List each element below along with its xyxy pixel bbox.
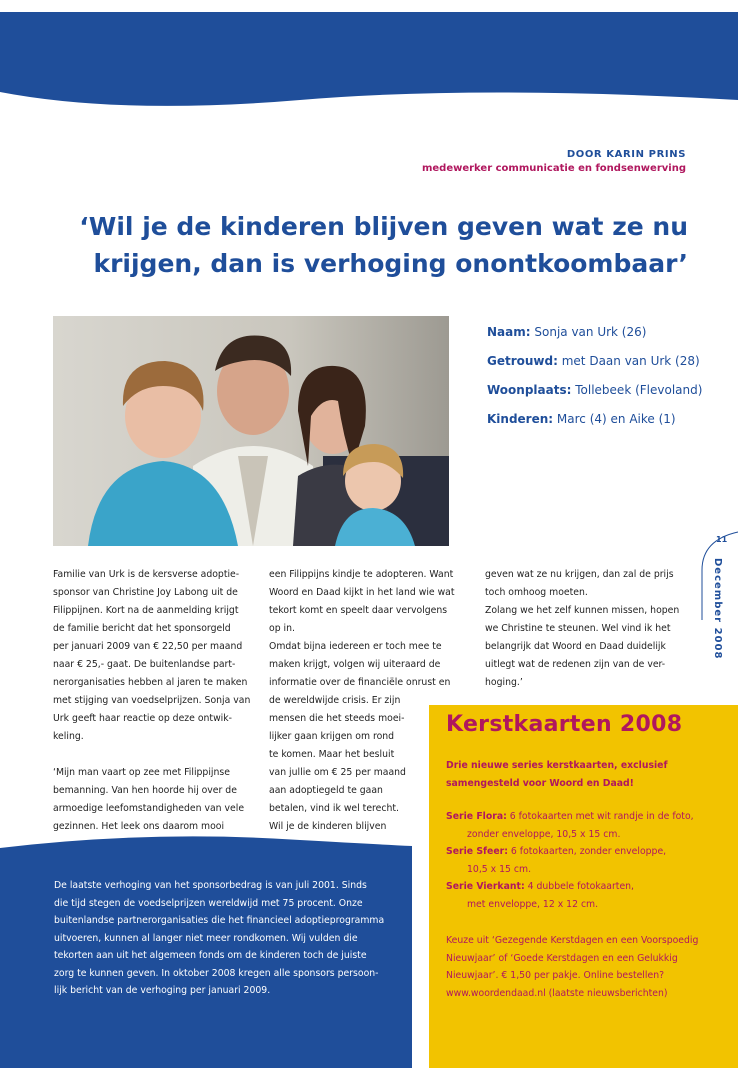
christmas-cards-intro: Drie nieuwe series kerstkaarten, exclusief samengesteld voor Woord en Daad!: [446, 760, 668, 789]
article-column-2: een Filippijns kindje te adopteren. Want Woord en Daad kijkt in het land wie wat tekort komt en speelt daar vervolgens op in. Omdat bijna iedereen er toch mee te maken krijgt, volgen wij uiteraard de informatie over de financiële onrust en de wereldwijde crisis. Er zijn mensen die het steeds moei- lijker gaan krijgen om rond te komen. Maar het besluit van jullie om € 25 per maand aan adoptiegeld te gaan betalen, vind ik wel terecht. Wil je de kinderen blijven: [269, 569, 455, 832]
author-role: medewerker communicatie en fondsenwerving: [421, 163, 686, 174]
byline: [422, 148, 686, 176]
fact-name: Naam: Sonja van Urk (26): [487, 325, 647, 339]
page-number: 11: [716, 535, 728, 544]
fact-children: Kinderen: Marc (4) en Aike (1): [487, 412, 676, 426]
fact-residence: Woonplaats: Tollebeek (Flevoland): [487, 383, 703, 397]
series-flora: Serie Flora: 6 fotokaarten met wit randje in de foto,: [446, 811, 694, 822]
headline-line-2: krijgen, dan is verhoging onontkoombaar’: [93, 249, 688, 278]
page-title: [28, 208, 688, 282]
order-link[interactable]: www.woordendaad.nl (laatste nieuwsberichten): [446, 987, 668, 999]
profile-facts: [487, 318, 702, 434]
author-name: DOOR KARIN PRINS: [566, 149, 686, 160]
series-sfeer: Serie Sfeer: 6 fotokaarten, zonder enveloppe,: [446, 846, 667, 857]
fact-married: Getrouwd: met Daan van Urk (28): [487, 354, 700, 368]
article-column-1: Familie van Urk is de kersverse adoptie- sponsor van Christine Joy Labong uit de Filippijnen. Kort na de aanmelding krijgt de familie bericht dat het sponsorgeld per januari 2009 van € 22,50 per maand naar € 25,- gaat. De buitenlandse part- nerorganisaties hebben al jaren te maken met stijging van voedselprijzen. Sonja van Urk geeft haar reactie op deze ontwik- keling. ‘Mijn man vaart op zee met Filippijnse bemanning. Van hen hoorde hij over de armoedige leefomstandigheden van vele gezinnen. Het leek ons daarom mooi: [53, 569, 251, 832]
header-band: [0, 0, 738, 130]
series-vierkant: Serie Vierkant: 4 dubbele fotokaarten,: [446, 881, 635, 892]
christmas-cards-order-info: Keuze uit ‘Gezegende Kerstdagen en een Voorspoedig Nieuwjaar’ of ‘Goede Kerstdagen en een Gelukkig Nieuwjaar’. € 1,50 per pakje. Online bestellen? www.woordendaad.nl (laatste nieuwsberichten): [446, 932, 731, 1002]
headline-line-1: ‘Wil je de kinderen blijven geven wat ze nu: [79, 212, 688, 241]
family-photo: [53, 316, 449, 546]
christmas-cards-title: Kerstkaarten 2008: [446, 712, 683, 737]
info-box-text: De laatste verhoging van het sponsorbedrag is van juli 2001. Sinds die tijd stegen de voedselprijzen wereldwijd met 75 procent. Onze buitenlandse partnerorganisaties die het financieel adoptieprogramma uitvoeren, kunnen al langer niet meer rondkomen. Wij vulden die tekorten aan uit het algemeen fonds om de kinderen toch de juiste zorg te kunnen geven. In oktober 2008 kregen alle sponsors persoon- lijk bericht van de verhoging per januari 2009.: [54, 880, 385, 996]
article-column-3: geven wat ze nu krijgen, dan zal de prijs toch omhoog moeten. Zolang we het zelf kunnen missen, hopen we Christine te steunen. Wel vind ik het belangrijk dat Woord en Daad duidelijk uitlegt wat de redenen zijn van de ver- hoging.’: [485, 569, 680, 688]
christmas-cards-series: Serie Flora: 6 fotokaarten met wit randje in de foto, zonder enveloppe, 10,5 x 15 cm. Serie Sfeer: 6 fotokaarten, zonder enveloppe, 10,5 x 15 cm. Serie Vierkant: 4 dubbele fotokaarten, met enveloppe, 12 x 12 cm.: [446, 808, 726, 913]
issue-date: December 2008: [712, 558, 723, 660]
